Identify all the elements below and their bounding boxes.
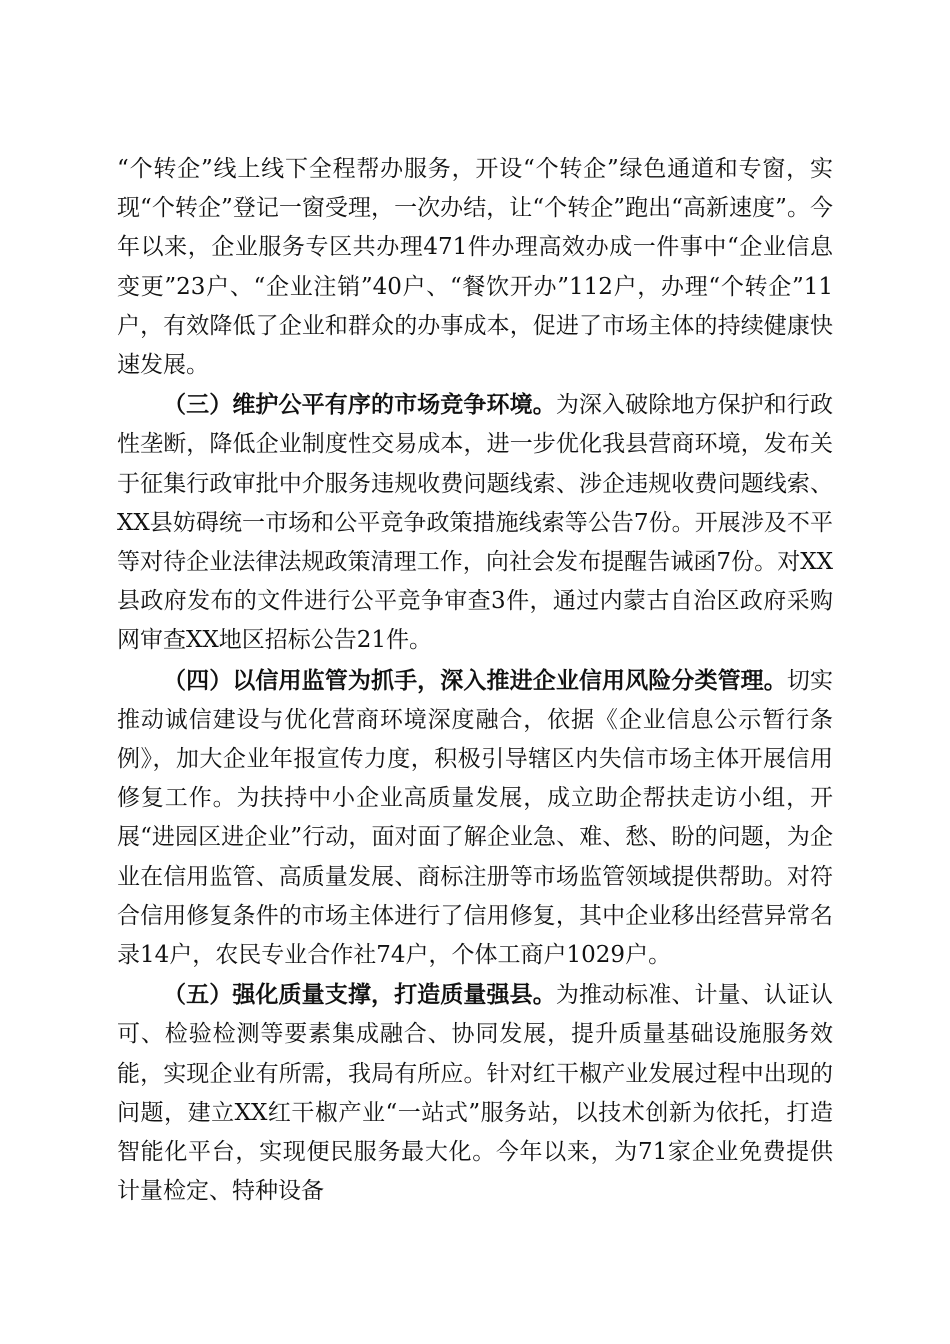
paragraph-body: 为深入破除地方保护和行政性垄断，降低企业制度性交易成本，进一步优化我县营商环境，发布关于征集行政审批中介服务违规收费问题线索、涉企违规收费问题线索、XX县妨碍统一市场和公平竞争政策措施线索等公告7份。开展涉及不平等对待企业法律法规政策清理工作，向社会发布提醒告诫函7份。对XX县政府发布的文件进行公平竞争审查3件，通过内蒙古自治区政府采购网审查XX地区招标公告21件。 [117,392,834,654]
paragraph-body: 为推动标准、计量、认证认可、检验检测等要素集成融合、协同发展，提升质量基础设施服务效能，实现企业有所需，我局有所应。针对红干椒产业发展过程中出现的问题，建立XX红干椒产业“一站式”服务站，以技术创新为依托，打造智能化平台，实现便民服务最大化。今年以来，为71家企业免费提供计量检定、特种设备 [117,982,834,1205]
paragraph-body: 切实推动诚信建设与优化营商环境深度融合，依据《企业信息公示暂行条例》，加大企业年报宣传力度，积极引导辖区内失信市场主体开展信用修复工作。为扶持中小企业高质量发展，成立助企帮扶走访小组，开展“进园区进企业”行动，面对面了解企业急、难、愁、盼的问题，为企业在信用监管、高质量发展、商标注册等市场监管领域提供帮助。对符合信用修复条件的市场主体进行了信用修复，其中企业移出经营异常名录14户，农民专业合作社74户，个体工商户1029户。 [117,667,834,969]
paragraph-section-3 [117,385,833,660]
document-page [117,150,833,1211]
section-heading: （五）强化质量支撑，打造质量强县。 [163,981,556,1009]
paragraph-section-4 [117,661,833,976]
section-heading: （三）维护公平有序的市场竞争环境。 [163,391,556,419]
paragraph-body: “个转企”线上线下全程帮办服务，开设“个转企”绿色通道和专窗，实现“个转企”登记一窗受理，一次办结，让“个转企”跑出“高新速度”。今年以来，企业服务专区共办理471件办理高效办成一件事中“企业信息变更”23户、“企业注销”40户、“餐饮开办”112户，办理“个转企”11户，有效降低了企业和群众的办事成本，促进了市场主体的持续健康快速发展。 [117,156,833,379]
paragraph-continuation [117,150,833,385]
paragraph-section-5 [117,975,833,1211]
section-heading: （四）以信用监管为抓手，深入推进企业信用风险分类管理。 [163,666,787,694]
